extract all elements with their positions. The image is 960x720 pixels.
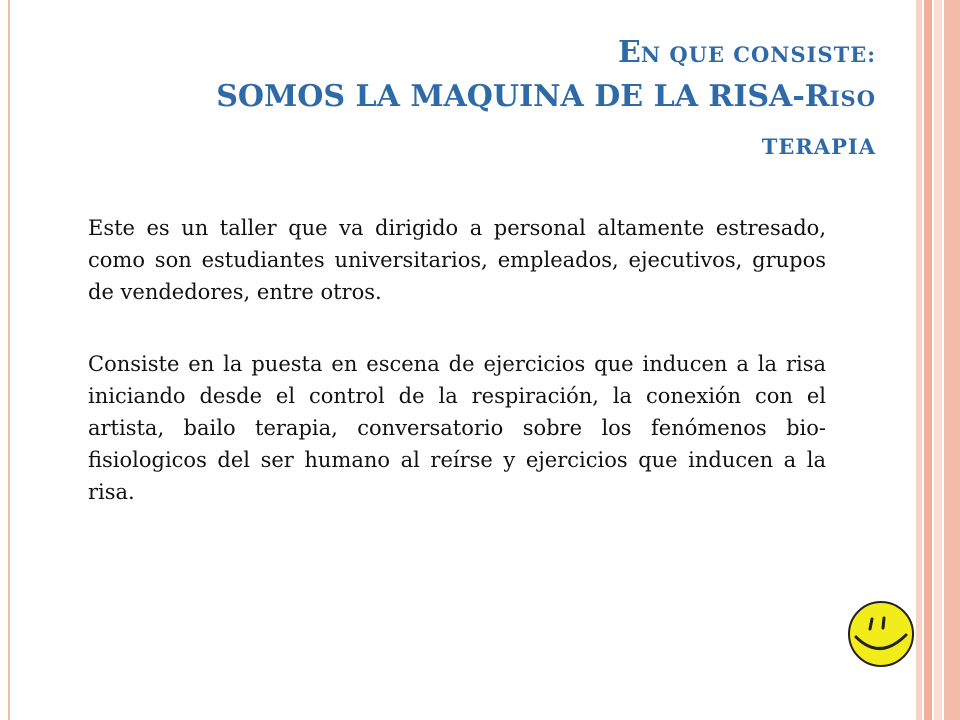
slide-title: [116, 35, 876, 159]
paragraph-2: Consiste en la puesta en escena de ejercicios que inducen a la risa iniciando desde el control de la respiración, la conexión con el artista, bailo terapia, conversatorio sobre los fenómenos bio-fisiologicos del ser humano al reírse y ejercicios que inducen a la risa.: [88, 352, 826, 504]
smiley-face-icon: [846, 599, 916, 669]
smiley-face-circle: [849, 602, 913, 666]
left-border-line: [8, 0, 10, 720]
title-line1-rest: N QUE CONSISTE:: [640, 42, 876, 67]
right-decorative-stripes: [916, 0, 960, 720]
title-line-2: [116, 79, 876, 114]
title-cap-e: E: [617, 35, 641, 70]
slide-body: [88, 212, 826, 548]
title-line2-main: SOMOS LA MAQUINA DE LA RISA-R: [216, 79, 830, 114]
stripe-1: [916, 0, 922, 720]
title-line2-rest: ISO: [829, 86, 876, 111]
smiley-right-eye: [883, 618, 884, 628]
stripe-4: [944, 0, 960, 720]
smiley-left-eye: [870, 619, 872, 629]
stripe-3: [934, 0, 942, 720]
title-line-3: TERAPIA: [761, 134, 876, 159]
paragraph-1: Este es un taller que va dirigido a personal altamente estresado, como son estudiantes universitarios, empleados, ejecutivos, grupos de vendedores, entre otros.: [88, 216, 826, 304]
stripe-2: [924, 0, 932, 720]
title-line-1: [116, 35, 876, 70]
